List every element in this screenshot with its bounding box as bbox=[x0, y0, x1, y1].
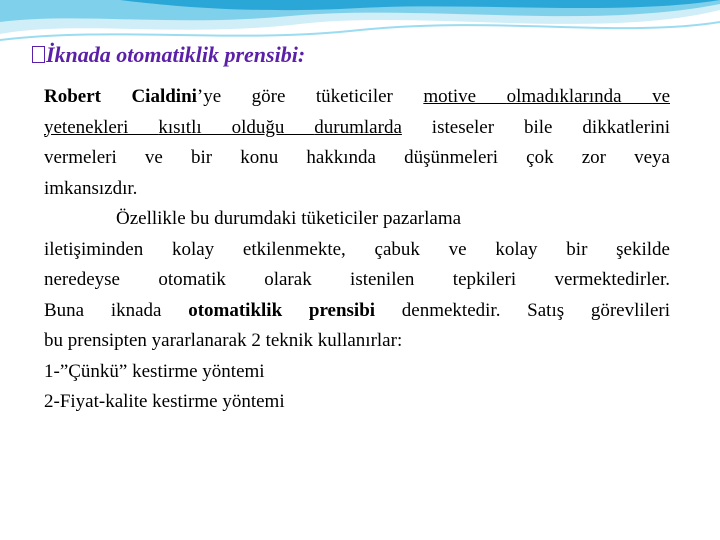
title-text: İknada otomatiklik prensibi: bbox=[46, 42, 306, 67]
underlined-word: motive bbox=[423, 86, 507, 107]
paragraph-2-line-1: Özellikle bu durumdaki tüketiciler pazarlama bbox=[116, 208, 462, 229]
paragraph-1-line-3: vermeleri ve bir konu hakkında düşünmeleri çok zor veya bbox=[44, 147, 670, 168]
slide-title bbox=[32, 42, 305, 68]
principle-term: otomatiklik prensibi bbox=[188, 299, 376, 321]
underlined-word: kısıtlı bbox=[158, 116, 232, 138]
text-run: denmektedir. Satış görevlileri bbox=[375, 299, 670, 321]
underlined-word: olduğu bbox=[231, 116, 315, 138]
text-run: Buna iknada bbox=[44, 299, 189, 321]
paragraph-2-line-2: iletişiminden kolay etkilenmekte, çabuk ve kolay bir şekilde bbox=[44, 238, 670, 260]
paragraph-1-line-2 bbox=[44, 113, 670, 144]
author-name: Robert Cialdini bbox=[44, 86, 197, 107]
underlined-word: ve bbox=[652, 86, 670, 107]
paragraph-2-line-5: bu prensipten yararlanarak 2 teknik kullanırlar: bbox=[44, 330, 403, 351]
paragraph-2-line-4 bbox=[44, 296, 670, 327]
paragraph-1-line-4: imkansızdır. bbox=[44, 177, 138, 199]
text-run: isteseler bile dikkatlerini bbox=[401, 116, 671, 138]
body-text bbox=[44, 82, 670, 418]
underlined-word: durumlarda bbox=[314, 116, 402, 138]
underlined-word: yetenekleri bbox=[44, 116, 159, 138]
list-item-2: 2-Fiyat-kalite kestirme yöntemi bbox=[44, 391, 285, 412]
missing-glyph-bullet-icon bbox=[32, 46, 45, 63]
underlined-word: olmadıklarında bbox=[506, 86, 653, 107]
paragraph-2-line-3: neredeyse otomatik olarak istenilen tepkileri vermektedirler. bbox=[44, 269, 670, 290]
text-run: ’ye göre tüketiciler bbox=[196, 86, 424, 107]
paragraph-1-line-1 bbox=[44, 82, 670, 113]
list-item-1: 1-”Çünkü” kestirme yöntemi bbox=[44, 360, 265, 382]
